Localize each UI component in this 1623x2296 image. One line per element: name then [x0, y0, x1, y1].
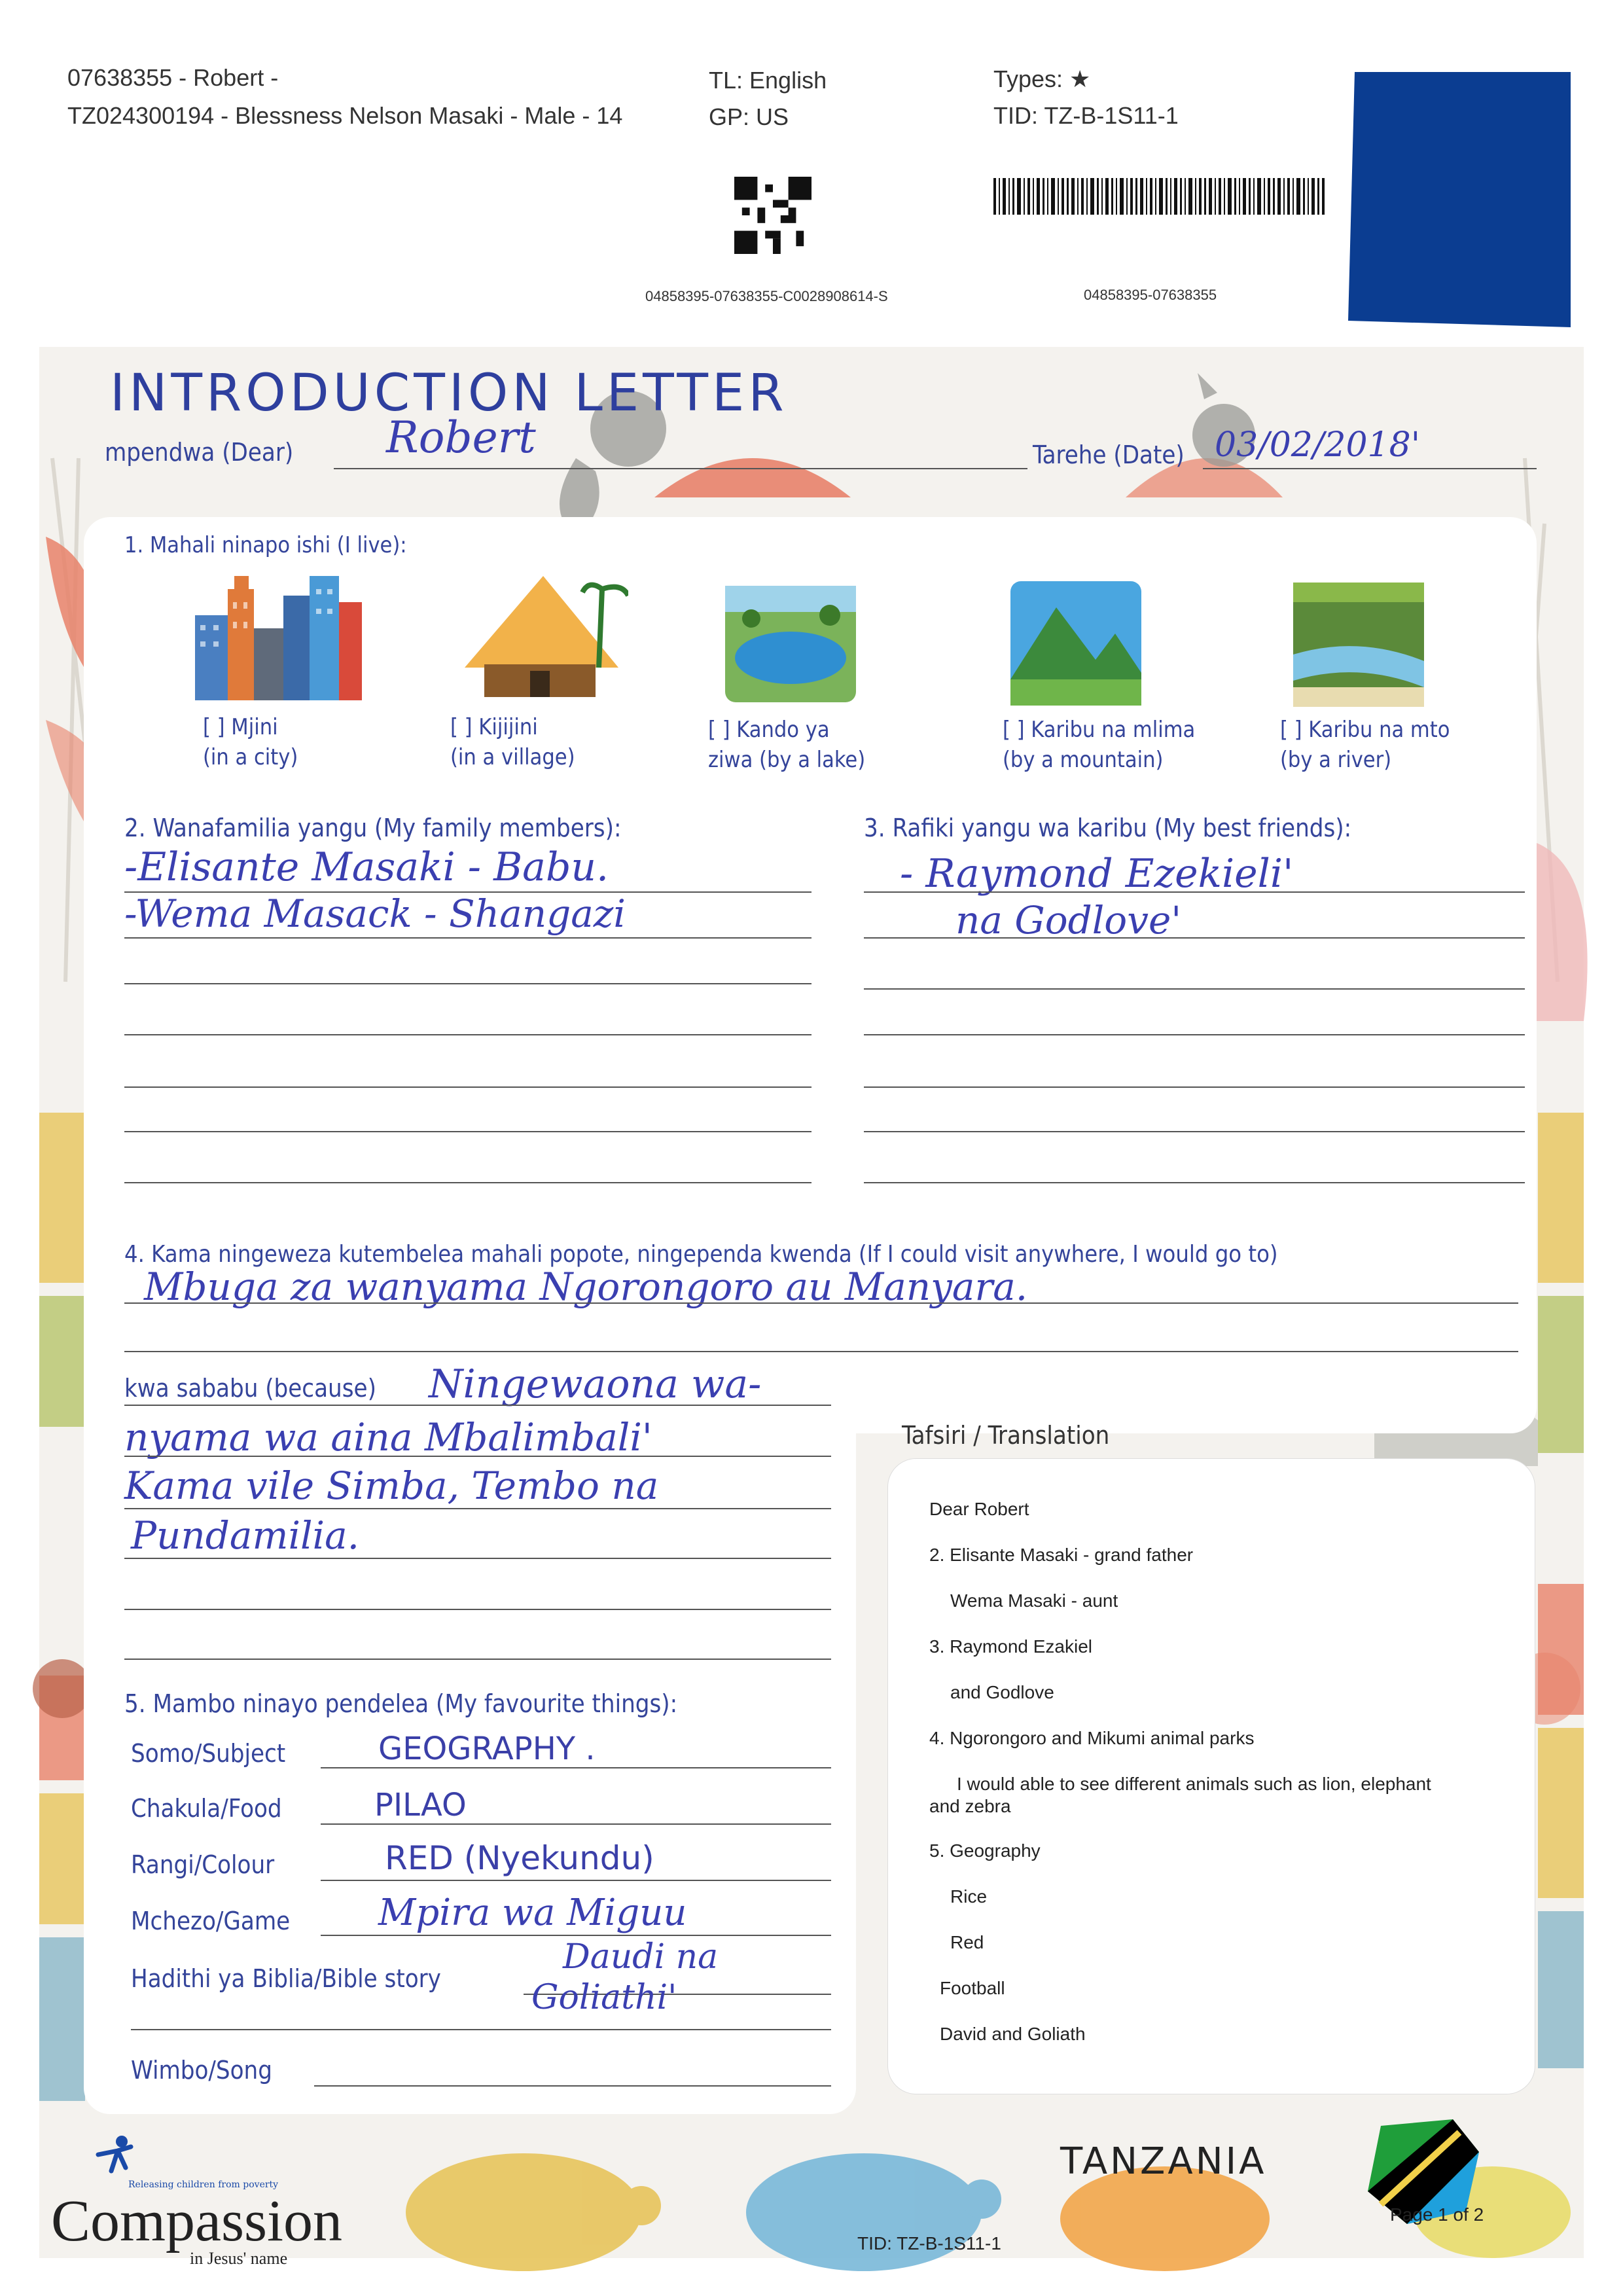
fav-game-value: Mpira wa Miguu — [378, 1892, 687, 1934]
q4-label: 4. Kama ningeweza kutembelea mahali popote, ningependa kwenda (If I could visit anywhere, I would go to) — [124, 1241, 1278, 1268]
fav-food-label: Chakula/Food — [131, 1794, 282, 1823]
family-member-1: -Elisante Masaki - Babu. — [124, 844, 609, 890]
translation-line: 3. Raymond Ezakiel — [929, 1636, 1093, 1657]
date-label: Tarehe (Date) — [1033, 440, 1185, 469]
q1-label: 1. Mahali ninapo ishi (I live): — [124, 532, 407, 558]
translation-line: I would able to see different animals such as lion, elephant — [957, 1774, 1431, 1794]
qr-code-icon — [734, 177, 812, 254]
place-village-2: (in a village) — [450, 744, 575, 770]
fav-colour-value: RED (Nyekundu) — [385, 1839, 654, 1877]
header-gp: GP: US — [709, 103, 789, 130]
family-member-2: -Wema Masack - Shangazi — [124, 891, 626, 936]
fav-line — [321, 1935, 831, 1936]
place-village-1: [ ] Kijijini — [450, 714, 538, 740]
translation-line: 4. Ngorongoro and Mikumi animal parks — [929, 1728, 1255, 1748]
family-line — [124, 1131, 812, 1132]
fav-bible-value-2: Goliathi' — [531, 1978, 677, 2017]
village-hut-icon — [458, 576, 628, 700]
because-line-2: nyama wa aina Mbalimbali' — [124, 1415, 652, 1460]
fav-subject-value: GEOGRAPHY . — [378, 1731, 596, 1767]
friends-line — [864, 937, 1525, 939]
compassion-figure-icon — [92, 2135, 137, 2174]
friends-line — [864, 1131, 1525, 1132]
q3-label: 3. Rafiki yangu wa karibu (My best friends): — [864, 814, 1352, 842]
header-tl: TL: English — [709, 67, 827, 94]
because-line — [124, 1405, 831, 1406]
q5-label: 5. Mambo ninayo pendelea (My favourite things): — [124, 1689, 678, 1718]
place-river-2: (by a river) — [1280, 747, 1392, 773]
compassion-logo: Compassion — [51, 2189, 343, 2253]
q2-label: 2. Wanafamilia yangu (My family members): — [124, 814, 622, 842]
visit-line — [124, 1351, 1518, 1352]
friend-2: na Godlove' — [955, 898, 1182, 942]
place-mountain-1: [ ] Karibu na mlima — [1003, 717, 1196, 743]
translation-line: Football — [940, 1978, 1005, 1998]
visit-line — [124, 1302, 1518, 1304]
fav-subject-label: Somo/Subject — [131, 1739, 286, 1768]
header-child-line: 07638355 - Robert - — [67, 64, 279, 91]
fav-line — [321, 1823, 831, 1825]
because-line-4: Pundamilia. — [131, 1513, 360, 1558]
translation-line: and Godlove — [950, 1682, 1054, 1702]
fav-food-value: PILAO — [374, 1787, 467, 1823]
friends-line — [864, 1182, 1525, 1183]
friend-1: - Raymond Ezekieli' — [900, 851, 1294, 897]
barcode-icon — [993, 178, 1327, 215]
fav-bible-label: Hadithi ya Biblia/Bible story — [131, 1964, 441, 1993]
date-value: 03/02/2018' — [1215, 425, 1421, 465]
translation-line: 2. Elisante Masaki - grand father — [929, 1545, 1194, 1565]
family-line — [124, 891, 812, 893]
header-beneficiary-line: TZ024300194 - Blessness Nelson Masaki - Male - 14 — [67, 102, 623, 129]
dear-line — [334, 468, 1027, 469]
fav-game-label: Mchezo/Game — [131, 1907, 291, 1935]
fav-song-label: Wimbo/Song — [131, 2056, 272, 2085]
city-icon — [188, 563, 365, 700]
because-label: kwa sababu (because) — [124, 1374, 376, 1403]
lake-icon — [725, 586, 856, 702]
because-line — [124, 1456, 831, 1457]
fav-line — [321, 1767, 831, 1768]
date-line — [1203, 468, 1537, 469]
because-line-1: Ningewaona wa- — [429, 1361, 762, 1407]
river-icon — [1293, 583, 1424, 707]
friends-line — [864, 891, 1525, 893]
dear-value: Robert — [386, 412, 536, 463]
country-name: TANZANIA — [1060, 2140, 1267, 2183]
fav-line — [131, 2029, 831, 2030]
dear-label: mpendwa (Dear) — [105, 438, 294, 467]
barcode-text: 04858395-07638355 — [1084, 287, 1217, 303]
fav-bible-value: Daudi na — [563, 1937, 719, 1977]
qr-code-text: 04858395-07638355-C0028908614-S — [645, 288, 888, 304]
family-line — [124, 937, 812, 939]
page-number: Page 1 of 2 — [1390, 2204, 1484, 2225]
family-line — [124, 1034, 812, 1035]
header-types: Types: ★ — [993, 65, 1091, 92]
translation-line: Red — [950, 1932, 984, 1952]
because-line — [124, 1508, 831, 1509]
fav-colour-label: Rangi/Colour — [131, 1850, 275, 1879]
because-line — [124, 1659, 831, 1660]
translation-line: and zebra — [929, 1796, 1011, 1816]
family-line — [124, 1086, 812, 1088]
place-mountain-2: (by a mountain) — [1003, 747, 1164, 773]
letter-title: INTRODUCTION LETTER — [110, 364, 788, 423]
translation-line: Wema Masaki - aunt — [950, 1590, 1118, 1611]
header-tid: TID: TZ-B-1S11-1 — [993, 102, 1179, 129]
friends-line — [864, 1086, 1525, 1088]
place-river-1: [ ] Karibu na mto — [1280, 717, 1450, 743]
visit-value: Mbuga za wanyama Ngorongoro au Manyara. — [144, 1265, 1028, 1309]
because-line-3: Kama vile Simba, Tembo na — [124, 1463, 659, 1508]
translation-title: Tafsiri / Translation — [902, 1421, 1110, 1450]
translation-line: David and Goliath — [940, 2024, 1086, 2044]
place-city-1: [ ] Mjini — [203, 714, 278, 740]
logo-subtitle: in Jesus' name — [190, 2249, 288, 2268]
footer-tid: TID: TZ-B-1S11-1 — [857, 2233, 1001, 2253]
logo-tagline: Releasing children from poverty — [128, 2179, 279, 2190]
fav-line — [314, 2085, 831, 2087]
because-line — [124, 1558, 831, 1559]
redaction-scribble — [1348, 72, 1571, 327]
family-line — [124, 983, 812, 984]
because-line — [124, 1609, 831, 1610]
place-city-2: (in a city) — [203, 744, 298, 770]
place-lake-2: ziwa (by a lake) — [708, 747, 866, 773]
fav-line — [321, 1880, 831, 1881]
family-line — [124, 1182, 812, 1183]
translation-line: Rice — [950, 1886, 988, 1907]
place-lake-1: [ ] Kando ya — [708, 717, 830, 743]
friends-line — [864, 988, 1525, 990]
mountain-icon — [1010, 581, 1141, 706]
friends-line — [864, 1034, 1525, 1035]
translation-line: Dear Robert — [929, 1499, 1029, 1519]
translation-line: 5. Geography — [929, 1840, 1041, 1861]
